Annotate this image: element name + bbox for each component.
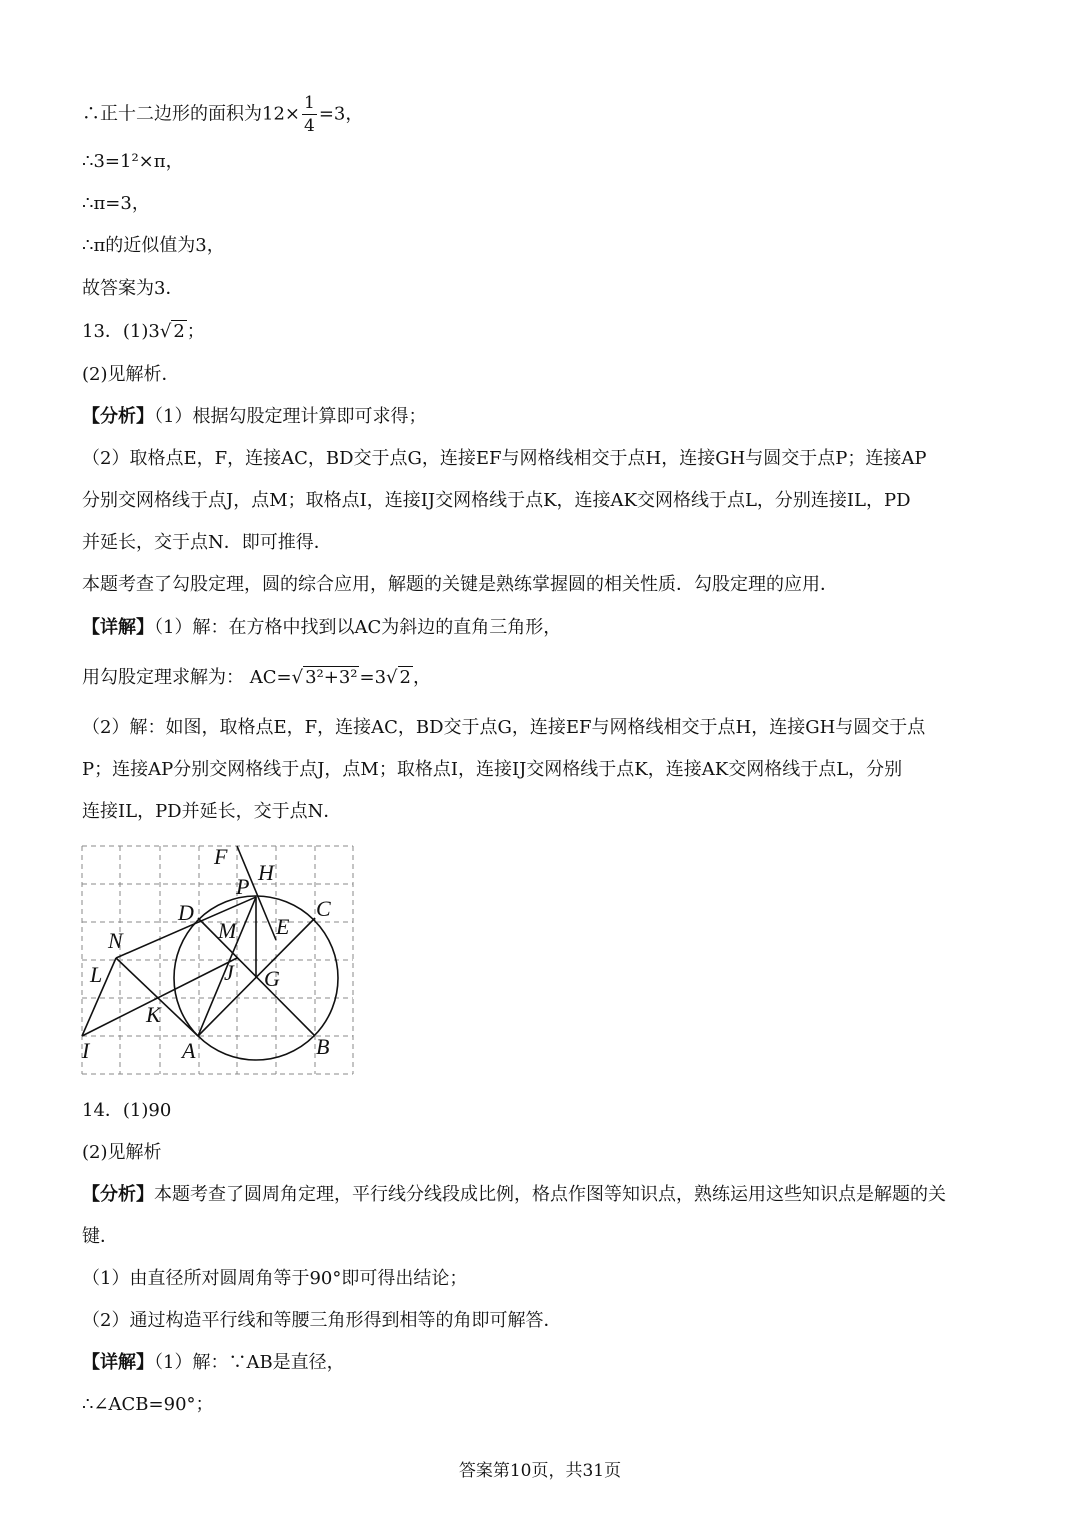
sqrt: √ 2 xyxy=(159,321,185,342)
analysis-head: 【分析】 xyxy=(82,1184,154,1205)
analysis2-line xyxy=(82,1183,946,1207)
analysis-line xyxy=(82,405,426,429)
summary: 本题考查了勾股定理，圆的综合应用，解题的关键是熟练掌握圆的相关性质．勾股定理的应用． xyxy=(82,574,838,595)
text: ， xyxy=(412,667,431,688)
q13-part1 xyxy=(82,320,205,344)
sqrt-body: 2 xyxy=(399,667,411,688)
label-H: H xyxy=(258,860,274,885)
line-pi-approx: ∴π的近似值为3， xyxy=(82,235,225,256)
detail-3c: 连接IL，PD并延长，交于点N． xyxy=(82,801,342,822)
analysis-head: 【分析】 xyxy=(82,406,154,427)
analysis-2c: 并延长，交于点N．即可推得． xyxy=(82,532,332,553)
q14-part1: 14．(1)90 xyxy=(82,1100,172,1121)
label-D: D xyxy=(178,900,194,925)
label-A: A xyxy=(182,1038,196,1063)
detail-head: 【详解】 xyxy=(82,617,154,638)
detail2-2: ∴∠ACB=90°； xyxy=(82,1394,214,1415)
analysis-2b: 分别交网格线于点J，点M；取格点I，连接IJ交网格线于点K，连接AK交网格线于点L，分别连接IL，PD xyxy=(82,490,911,511)
text: =3， xyxy=(318,103,364,125)
analysis2-1: （1）由直径所对圆周角等于90°即可得出结论； xyxy=(82,1268,468,1289)
line-pi-eq: ∴3=1²×π， xyxy=(82,151,184,172)
detail2-line xyxy=(82,1351,345,1375)
text: =3 xyxy=(359,667,387,688)
label-G: G xyxy=(264,966,280,991)
fraction-den: 4 xyxy=(304,116,315,136)
label-P: P xyxy=(236,874,250,899)
text: （1）解：∵AB是直径， xyxy=(154,1352,345,1373)
analysis2-2: （2）通过构造平行线和等腰三角形得到相等的角即可解答． xyxy=(82,1310,562,1331)
sqrt-body: 2 xyxy=(173,321,185,342)
analysis2-b: 键． xyxy=(82,1226,118,1247)
label-J: J xyxy=(224,960,234,985)
label-N: N xyxy=(108,928,123,953)
q14-part2: (2)见解析 xyxy=(82,1142,162,1163)
geometry-figure xyxy=(80,842,360,1078)
sqrt-body: 3²+3² xyxy=(305,667,358,688)
fraction-num: 1 xyxy=(304,93,315,113)
label-L: L xyxy=(90,962,103,987)
text: ； xyxy=(186,321,205,342)
line-answer: 故答案为3． xyxy=(82,278,184,299)
label-K: K xyxy=(146,1002,161,1027)
label-B: B xyxy=(316,1034,330,1059)
label-F: F xyxy=(214,844,228,869)
text: 本题考查了圆周角定理，平行线分线段成比例，格点作图等知识点，熟练运用这些知识点是解题的关 xyxy=(154,1184,946,1205)
page-footer: 答案第10页，共31页 xyxy=(458,1461,622,1481)
detail-line xyxy=(82,616,561,640)
text: （1）解：在方格中找到以AC为斜边的直角三角形， xyxy=(154,617,562,638)
detail-3a: （2）解：如图，取格点E，F，连接AC，BD交于点G，连接EF与网格线相交于点H，连接GH与圆交于点 xyxy=(82,717,926,738)
text: ∴正十二边形的面积为12× xyxy=(82,103,300,125)
grid xyxy=(82,846,353,1074)
label-C: C xyxy=(316,896,331,921)
detail-formula xyxy=(82,666,431,690)
sqrt: √ 2 xyxy=(386,667,411,688)
label-M: M xyxy=(218,918,237,943)
analysis-2a: （2）取格点E，F，连接AC，BD交于点G，连接EF与网格线相交于点H，连接GH与圆交于点P；连接AP xyxy=(82,448,927,469)
detail-3b: P；连接AP分别交网格线于点J，点M；取格点I，连接IJ交网格线于点K，连接AK交网格线于点L，分别 xyxy=(82,759,903,780)
text: 用勾股定理求解为： AC= xyxy=(82,667,292,688)
text: 13．(1)3 xyxy=(82,321,160,342)
sqrt: √ 3²+3² xyxy=(291,667,358,688)
text: （1）根据勾股定理计算即可求得； xyxy=(154,406,427,427)
label-E: E xyxy=(276,914,290,939)
line-pi-3: ∴π=3， xyxy=(82,193,150,214)
line-area xyxy=(82,92,363,137)
detail-head: 【详解】 xyxy=(82,1352,154,1373)
q13-part2: (2)见解析． xyxy=(82,364,180,385)
fraction xyxy=(302,92,317,137)
label-I: I xyxy=(82,1038,90,1063)
